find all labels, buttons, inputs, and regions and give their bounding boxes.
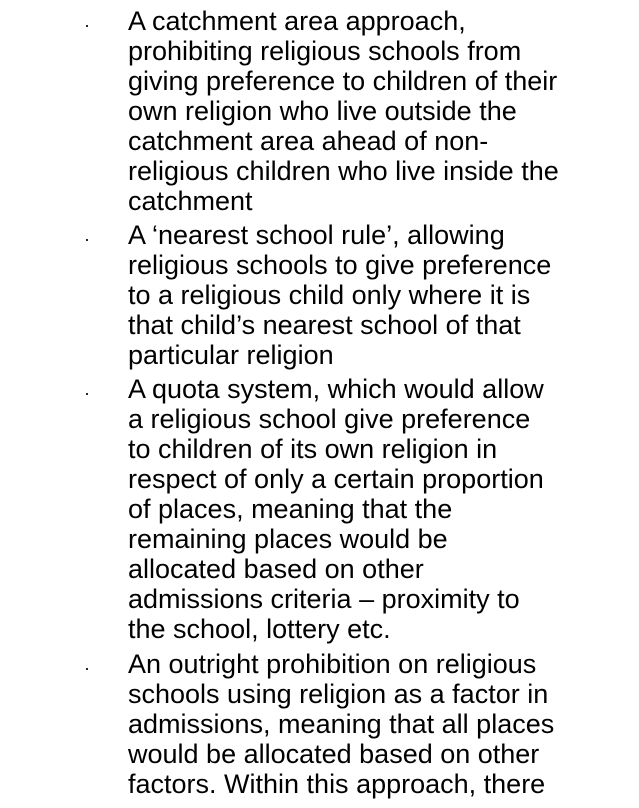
bullet-icon: · — [84, 15, 90, 35]
text-line: to children of its own religion in — [128, 434, 498, 464]
list-item-text — [128, 220, 628, 370]
text-line: prohibiting religious schools from — [128, 36, 522, 66]
bullet-icon: · — [84, 658, 90, 678]
text-line: factors. Within this approach, there — [128, 769, 546, 799]
text-line: that child’s nearest school of that — [128, 310, 521, 340]
text-line: of places, meaning that the — [128, 494, 453, 524]
text-line: A quota system, which would allow — [128, 374, 544, 404]
text-line: A ‘nearest school rule’, allowing — [128, 220, 505, 250]
text-line: own religion who live outside the — [128, 96, 517, 126]
list-item-text — [128, 374, 628, 644]
text-line: giving preference to children of their — [128, 66, 558, 96]
text-line: the school, lottery etc. — [128, 614, 391, 644]
text-line: religious children who live inside the — [128, 156, 559, 186]
text-line: catchment area ahead of non- — [128, 126, 489, 156]
text-line: admissions criteria – proximity to — [128, 584, 520, 614]
text-line: particular religion — [128, 340, 334, 370]
text-line: remaining places would be — [128, 524, 448, 554]
list-item-text — [128, 6, 628, 216]
text-line: religious schools to give preference — [128, 250, 552, 280]
text-line: respect of only a certain proportion — [128, 464, 544, 494]
text-line: a religious school give preference — [128, 404, 531, 434]
text-line: A catchment area approach, — [128, 6, 466, 36]
bullet-icon: · — [84, 383, 90, 403]
text-line: admissions, meaning that all places — [128, 709, 555, 739]
text-line: schools using religion as a factor in — [128, 679, 549, 709]
text-line: catchment — [128, 186, 253, 216]
list-item-text — [128, 649, 628, 799]
text-line: allocated based on other — [128, 554, 424, 584]
text-line: would be allocated based on other — [128, 739, 540, 769]
text-line: An outright prohibition on religious — [128, 649, 537, 679]
text-line: to a religious child only where it is — [128, 280, 531, 310]
bullet-icon: · — [84, 229, 90, 249]
